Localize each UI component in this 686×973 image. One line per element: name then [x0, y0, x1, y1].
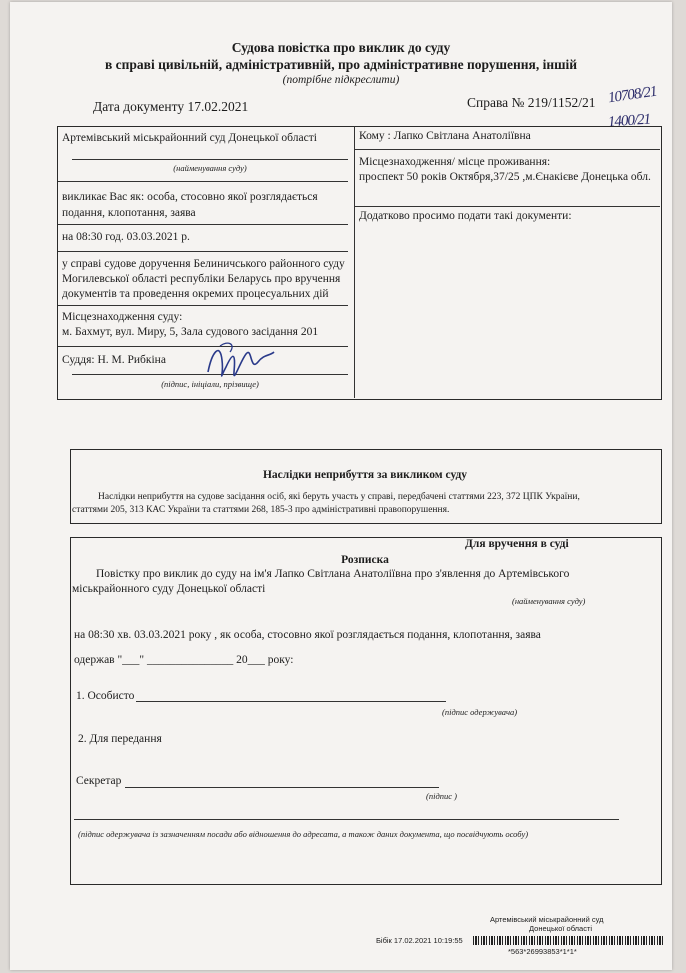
judge-name: Суддя: Н. М. Рибкіна [62, 354, 166, 366]
case-description: у справі судове доручення Белиничського районного суду Могилевської області республіки Беларусь про вручення документів та проведення окремих процесуальних дій [62, 258, 345, 300]
receipt-text-2: міськрайонного суду Донецької області [72, 583, 266, 595]
recipient-caption: (підпис одержувача) [442, 707, 518, 717]
footer-court-2: Донецької області [529, 924, 593, 933]
court-line [72, 159, 348, 160]
received-date: одержав "___" _______________ 20___ року: [74, 654, 294, 666]
consequences-title: Наслідки неприбуття за викликом суду [262, 469, 468, 481]
receipt-time: на 08:30 хв. 03.03.2021 року , як особа, стосовно якої розглядається подання, клопотання, заява [74, 629, 541, 641]
court-caption: (найменування суду) [173, 163, 247, 173]
date-label: Дата документу [93, 99, 185, 114]
hearing-time: на 08:30 год. 03.03.2021 р. [62, 231, 190, 243]
case-value: 219/1152/21 [527, 95, 596, 110]
date-value: 17.02.2021 [187, 99, 249, 114]
residence-label: Місцезнаходження/ місце проживання: [359, 156, 551, 168]
court-location-value: м. Бахмут, вул. Миру, 5, Зала судового засідання 201 [62, 326, 319, 338]
judge-caption: (підпис, ініціали, прізвище) [161, 379, 259, 389]
barcode [473, 936, 663, 945]
judge-signature [200, 332, 280, 392]
secretary-caption: (підпис ) [426, 791, 457, 801]
document-title: Судова повістка про виклик до суду [231, 40, 451, 55]
secretary-signature-line [125, 787, 439, 788]
divider-line [58, 251, 348, 252]
document-page [10, 2, 672, 970]
court-location-label: Місцезнаходження суду: [62, 311, 183, 323]
personally-label: 1. Особисто [76, 690, 135, 702]
document-date [93, 99, 248, 115]
consequences-text-1: Наслідки неприбуття на судове засідання осіб, які беруть участь у справі, передбачені статтями 223, 372 ЦПК України, [98, 492, 580, 502]
case-number [467, 95, 596, 111]
divider-line [58, 181, 348, 182]
transfer-label: 2. Для передання [78, 733, 162, 745]
receipt-title: Розписка [341, 554, 389, 566]
bottom-signature-line [74, 819, 619, 820]
secretary-label: Секретар [76, 775, 122, 787]
underline-note: (потрібне підкреслити) [282, 74, 400, 86]
receipt-court-caption: (найменування суду) [512, 596, 586, 606]
divider-line [355, 149, 660, 150]
case-label: Справа № [467, 95, 525, 110]
divider-line [58, 224, 348, 225]
consequences-text-2: статтями 205, 313 КАС України та статтями 268, 185-3 про адміністративні правопорушення. [72, 505, 450, 515]
for-court-label: Для вручення в суді [465, 538, 569, 550]
recipient-name: Кому : Лапко Світлана Анатоліївна [359, 130, 531, 142]
footer-code: *563*26993853*1*1* [508, 947, 577, 956]
document-subtitle: в справі цивільній, адміністративній, про адміністративне порушення, іншій [104, 57, 578, 72]
bottom-caption: (підпис одержувача із зазначенням посади або відношення до адресата, а також даних документа, що посвідчують особу) [78, 829, 529, 839]
handwritten-note-2: 1400/21 [607, 111, 651, 131]
handwritten-note-1: 10708/21 [607, 83, 658, 107]
recipient-signature-line [136, 701, 446, 702]
court-name: Артемівський міськрайонний суд Донецької області [62, 132, 317, 144]
column-divider [354, 126, 355, 398]
summons-role: викликає Вас як: особа, стосовно якої розглядається подання, клопотання, заява [62, 191, 318, 219]
divider-line [355, 206, 660, 207]
footer-stamp: Бібік 17.02.2021 10:19:55 [376, 936, 463, 945]
divider-line [58, 305, 348, 306]
receipt-text-1: Повістку про виклик до суду на ім'я Лапко Світлана Анатоліївна про з'явлення до Артемівського [96, 568, 570, 580]
extra-documents-label: Додатково просимо подати такі документи: [359, 210, 572, 222]
residence-value: проспект 50 років Октября,37/25 ,м.Єнакієве Донецька обл. [359, 171, 651, 183]
footer-court-1: Артемівський міськрайонний суд [490, 915, 604, 924]
